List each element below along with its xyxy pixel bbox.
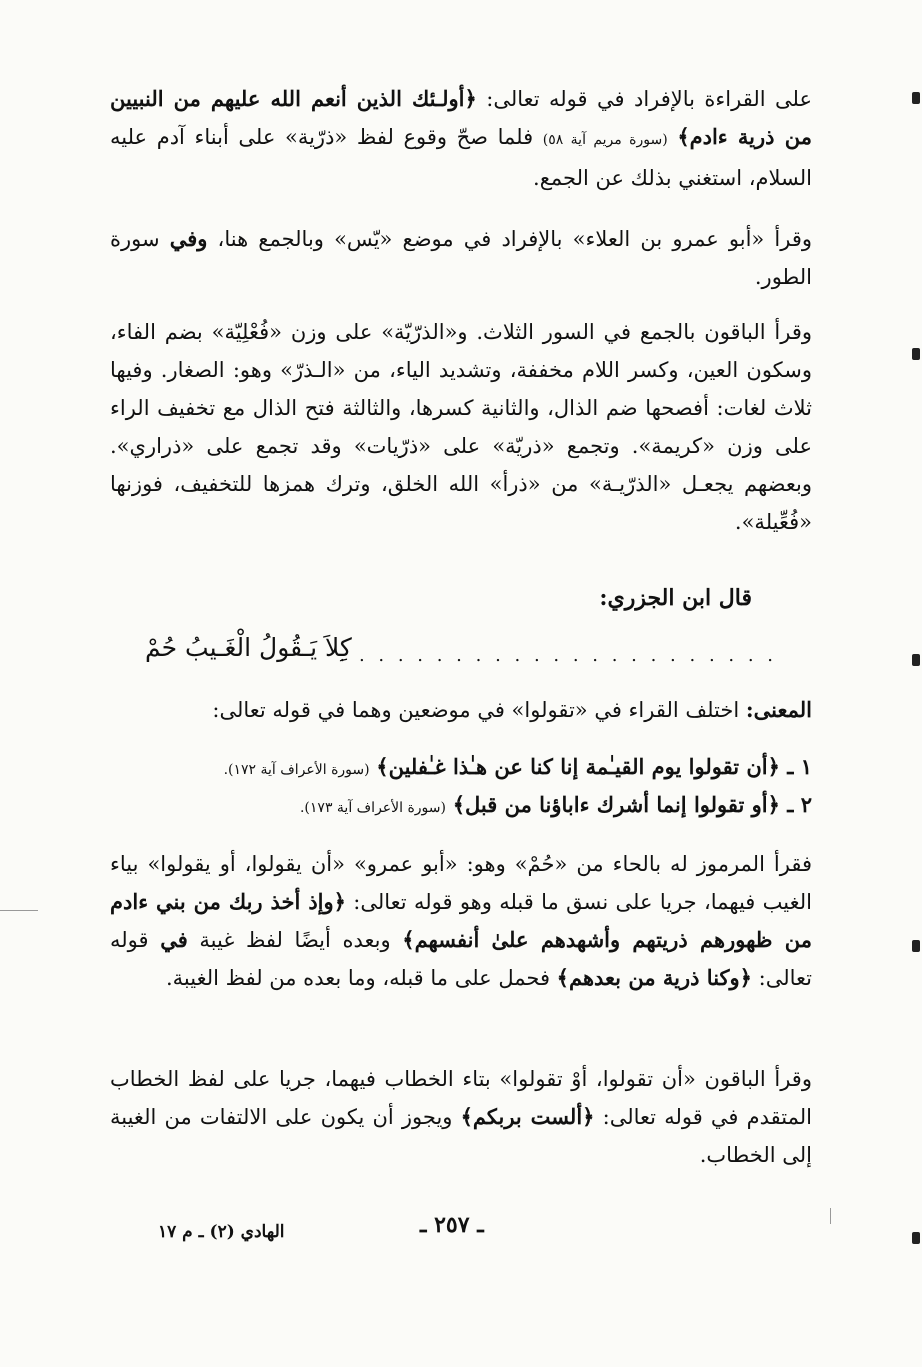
book-signature: الهادي (٢) ـ م ١٧ — [158, 1222, 285, 1242]
p1-text-1: على القراءة بالإفراد في قوله تعالى: — [476, 87, 812, 111]
item-quote: ﴿أن تقولوا يوم القيـٰمة إنا كنا عن هـٰذا غـٰفلين﴾ — [376, 754, 780, 779]
p1-surah-reference: (سورة مريم آية ٥٨) — [542, 132, 668, 148]
p4-text-1: فقرأ المرموز له بالحاء من «حُمْ» وهو: «أبو عمرو» «أن يقولوا، أو يقولوا» بياء الغيب فيهما، جريا على نسق ما قبله وهو قوله تعالى: — [110, 852, 812, 914]
meaning-line — [110, 697, 812, 722]
p2-text-1: وقرأ «أبو عمرو بن العلاء» بالإفراد في موضع «يّس» وبالجمع هنا، — [207, 227, 812, 251]
binding-mark — [912, 1232, 920, 1244]
meaning-text: اختلف القراء في «تقولوا» في موضعين وهما في قوله تعالى: — [212, 698, 746, 722]
item-reference: (سورة الأعراف آية ١٧٢). — [223, 762, 370, 778]
item-number: ٢ ـ — [779, 792, 812, 817]
list-item — [110, 754, 812, 779]
binding-mark — [912, 348, 920, 360]
p4-text-3: قوله تعالى: — [110, 928, 812, 990]
p2-bold-word: وفي — [169, 226, 208, 251]
p5-text-2: ويجوز أن يكون على الالتفات من الغيبة إلى الخطاب. — [110, 1105, 812, 1167]
verse-dots: . . . . . . . . . . . . . . . . . . . . . . . — [339, 645, 777, 666]
binding-mark — [912, 940, 920, 952]
p3-text: وقرأ الباقون بالجمع في السور الثلاث. و«الذرّيّة» على وزن «فُعْلِيّة» بضم الفاء، وسكون العين، وكسر اللام مخففة، وتشديد الياء، من «الـذرّ» وهو: الصغار. وفيها ثلاث لغات: أفصحها ضم الذال، والثانية كسرها، والثالثة فتح الذال مع تخفيف الراء على وزن «كريمة». وتجمع «ذريّة» على «ذرّيات» وقد تجمع على «ذراري». وبعضهم يجعـل «الذرّيـة» من «ذرأ» الله الخلق، وترك همزها للتخفيف، فوزنها «فُعِّيلة». — [110, 320, 812, 534]
verse-text: كِلاَ يَـقُولُ الْغَـيبُ حُمْ — [145, 633, 352, 662]
binding-mark — [912, 654, 920, 666]
p1-text-2: فلما صحّ وقوع لفظ «ذرّية» على أبناء آدم عليه السلام، استغني بذلك عن الجمع. — [110, 125, 812, 190]
p4-text-2: وبعده أيضًا لفظ غيبة — [187, 928, 403, 952]
scan-edge-line — [0, 910, 38, 911]
paragraph-2 — [110, 220, 812, 296]
item-quote: ﴿أو تقولوا إنما أشرك ءاباؤنا من قبل﴾ — [452, 792, 780, 817]
paragraph-5 — [110, 1060, 812, 1174]
p2-text-2: سورة الطور. — [110, 227, 812, 289]
ibn-al-jazari-heading: قال ابن الجزري: — [599, 585, 752, 611]
item-number: ١ ـ — [779, 754, 812, 779]
poem-verse — [145, 633, 777, 673]
paragraph-1 — [110, 80, 812, 197]
item-reference: (سورة الأعراف آية ١٧٣). — [299, 800, 446, 816]
p4-bold-word: في — [160, 927, 188, 952]
p5-text-1: وقرأ الباقون «أن تقولوا، أوْ تقولوا» بتاء الخطاب فيهما، جريا على لفظ الخطاب المتقدم في قوله تعالى: — [110, 1067, 812, 1129]
p4-quran-quote-1: ﴿وإذ أخذ ربك من بني ءادم من ظهورهم ذريتهم وأشهدهم علىٰ أنفسهم﴾ — [110, 889, 812, 952]
paragraph-4 — [110, 845, 812, 997]
p4-text-4: فحمل على ما قبله، وما بعده من لفظ الغيبة. — [166, 966, 557, 990]
page-number: ـ ٢٥٧ ـ — [420, 1212, 484, 1238]
list-item — [110, 792, 812, 817]
p5-quran-quote: ﴿ألست بربكم﴾ — [460, 1104, 595, 1129]
meaning-label: المعنى: — [745, 697, 812, 722]
binding-mark — [912, 92, 920, 104]
paragraph-3 — [110, 313, 812, 541]
p4-quran-quote-2: ﴿وكنا ذرية من بعدهم﴾ — [556, 965, 752, 990]
p1-quran-quote: ﴿أولـئك الذين أنعم الله عليهم من النبيين من ذرية ءادم﴾ — [110, 86, 813, 149]
scan-edge-line — [830, 1208, 831, 1224]
